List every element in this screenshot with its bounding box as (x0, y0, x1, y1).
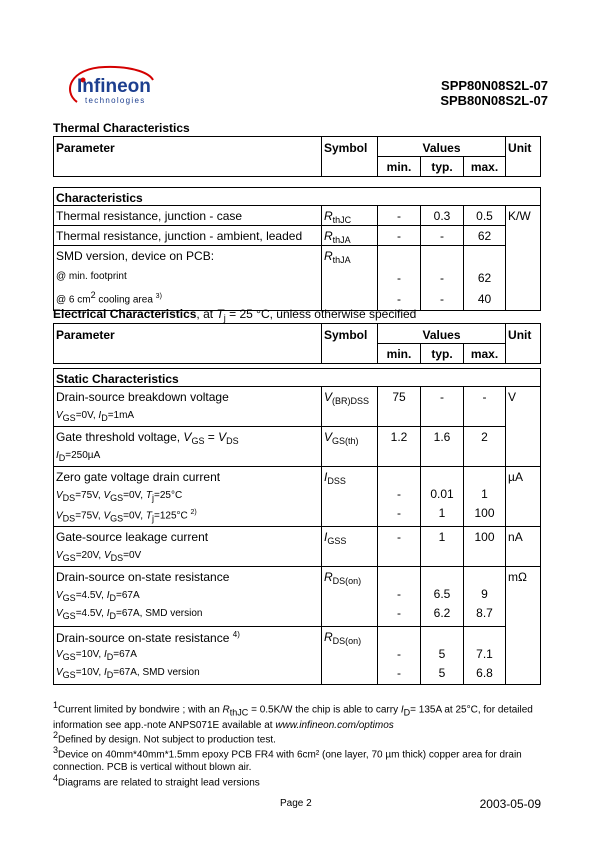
unit: V (506, 387, 541, 427)
typ-value: - (440, 271, 444, 285)
min-value: - (397, 606, 401, 620)
unit: K/W (506, 206, 541, 226)
param-text: Zero gate voltage drain current (56, 470, 221, 484)
infineon-logo (55, 62, 175, 112)
max-value: 100 (464, 527, 506, 567)
col-min: min. (378, 344, 421, 364)
max-value: 6.8 (476, 666, 493, 680)
col-typ: typ. (421, 157, 464, 177)
param-condition: $I_D=250\mu A$ (56, 450, 101, 463)
typ-value: 5 (438, 666, 446, 680)
min-value: - (397, 271, 401, 285)
max-value: 62 (477, 271, 492, 285)
thermal-table (53, 136, 541, 311)
symbol: $R_{thJA}$ (322, 246, 378, 311)
col-unit: Unit (506, 137, 541, 157)
footnote-2: $^2$Defined by design. Not subject to production test. (53, 730, 276, 746)
footnote-3: $^3$Device on 40mm*40mm*1.5mm epoxy PCB FR4 with 6cm² (one layer, 70 µm thick) copper area for drain connection. PCB is vertical without blown air. (53, 745, 522, 774)
col-parameter: Parameter (54, 324, 322, 344)
param-condition: $V_{GS}=4.5V$, $I_D=67A$, SMD version (56, 608, 203, 621)
min-value: - (378, 206, 421, 226)
param-condition: $V_{DS}=75V$, $V_{GS}=0V$, $T_j=125^\circ C$ $^{2)}$ (56, 509, 197, 524)
part-number-2: SPB80N08S2L-07 (440, 93, 548, 108)
footnote-1: $^1$Current limited by bondwire ; with an $R_{thJC} = 0.5K/W$ the chip is able to carry $I_D= 135A$ at 25°C, for detailed information see app.-note ANPS071E available at www.infineon.com/optimos (53, 700, 533, 732)
min-value: - (378, 527, 421, 567)
min-value: - (397, 647, 401, 661)
param-text: Drain-source breakdown voltage (56, 390, 229, 404)
table-row (54, 567, 541, 627)
static-section: Static Characteristics (54, 369, 541, 387)
typ-value: 6.2 (433, 606, 451, 620)
col-parameter: Parameter (54, 137, 322, 157)
typ-value: 1 (438, 506, 446, 520)
max-value: - (464, 387, 506, 427)
part-number-1: SPP80N08S2L-07 (441, 78, 548, 93)
optimos-link[interactable]: www.infineon.com/optimos (275, 720, 394, 732)
col-typ: typ. (421, 344, 464, 364)
symbol: $I_{GSS}$ (322, 527, 378, 567)
min-value: - (397, 587, 401, 601)
symbol: $R_{thJA}$ (322, 226, 378, 246)
thermal-section: Characteristics (54, 188, 541, 206)
table-row (54, 246, 541, 311)
typ-value: 0.01 (430, 487, 454, 501)
typ-value: - (440, 292, 444, 306)
typ-value: 0.3 (421, 206, 464, 226)
page-number: Page 2 (280, 798, 312, 809)
param-text: Thermal resistance, junction - ambient, leaded (54, 226, 322, 246)
param-condition: @ 6 $cm^2$ cooling area $^{3)}$ (56, 290, 162, 306)
symbol: $R_{DS(on)}$ (322, 567, 378, 627)
max-value: 1 (481, 487, 488, 501)
symbol: $R_{thJC}$ (322, 206, 378, 226)
symbol: $R_{DS(on)}$ (322, 627, 378, 685)
col-symbol: Symbol (322, 324, 378, 344)
max-value: 62 (464, 226, 506, 246)
param-condition: $V_{GS}=20V$, $V_{DS}=0V$ (56, 550, 142, 563)
symbol: $I_{DSS}$ (322, 467, 378, 527)
typ-value: 1.6 (421, 427, 464, 467)
col-values: Values (378, 137, 506, 157)
electrical-table (53, 323, 541, 685)
table-row (54, 387, 541, 427)
symbol: $V_{GS(th)}$ (322, 427, 378, 467)
thermal-title: Thermal Characteristics (53, 121, 190, 135)
col-max: max. (464, 157, 506, 177)
max-value: 8.7 (476, 606, 493, 620)
max-value: 0.5 (464, 206, 506, 226)
param-text: Thermal resistance, junction - case (54, 206, 322, 226)
typ-value: 5 (438, 647, 446, 661)
electrical-title: Electrical Characteristics, at $T_j = 25$ °C, unless otherwise specified (53, 307, 417, 323)
unit: nA (506, 527, 541, 567)
typ-value: 6.5 (433, 587, 451, 601)
min-value: 1.2 (378, 427, 421, 467)
typ-value: - (421, 226, 464, 246)
min-value: - (397, 666, 401, 680)
footnote-4: $^4$Diagrams are related to straight lead versions (53, 773, 260, 789)
param-text: Drain-source on-state resistance $^{4)}$ (56, 630, 240, 645)
col-max: max. (464, 344, 506, 364)
col-min: min. (378, 157, 421, 177)
logo-name: Infineon (77, 76, 151, 97)
param-text: Gate threshold voltage, $V_{GS} = V_{DS}$ (56, 430, 239, 446)
col-values: Values (378, 324, 506, 344)
param-condition: $V_{DS}=75V$, $V_{GS}=0V$, $T_j=25^\circ C$ (56, 490, 183, 503)
table-row (54, 467, 541, 527)
table-row (54, 427, 541, 467)
min-value: 75 (378, 387, 421, 427)
max-value: 100 (474, 506, 495, 520)
table-row (54, 527, 541, 567)
param-condition: $V_{GS}=10V$, $I_D=67A$ (56, 649, 137, 662)
table-row (54, 627, 541, 685)
max-value: 9 (481, 587, 488, 601)
symbol: $V_{(BR)DSS}$ (322, 387, 378, 427)
typ-value: 1 (421, 527, 464, 567)
doc-date: 2003-05-09 (479, 797, 541, 811)
min-value: - (397, 487, 401, 501)
param-text: Drain-source on-state resistance (56, 570, 230, 584)
logo-subtitle: technologies (85, 96, 146, 105)
max-value: 40 (477, 292, 492, 306)
unit: µA (506, 467, 541, 527)
param-condition: $V_{GS}=4.5V$, $I_D=67A$ (56, 590, 140, 603)
col-unit: Unit (506, 324, 541, 344)
max-value: 7.1 (476, 647, 493, 661)
param-condition: $V_{GS}=10V$, $I_D=67A$, SMD version (56, 667, 200, 680)
unit: mΩ (506, 567, 541, 627)
max-value: 2 (464, 427, 506, 467)
min-value: - (378, 226, 421, 246)
min-value: - (397, 292, 401, 306)
param-text: Gate-source leakage current (56, 530, 209, 544)
col-symbol: Symbol (322, 137, 378, 157)
param-condition: @ min. footprint (56, 271, 127, 282)
min-value: - (397, 506, 401, 520)
param-text: SMD version, device on PCB: (56, 249, 215, 263)
table-row (54, 226, 541, 246)
table-row (54, 206, 541, 226)
param-condition: $V_{GS}=0V$, $I_D=1mA$ (56, 410, 135, 423)
typ-value: - (421, 387, 464, 427)
